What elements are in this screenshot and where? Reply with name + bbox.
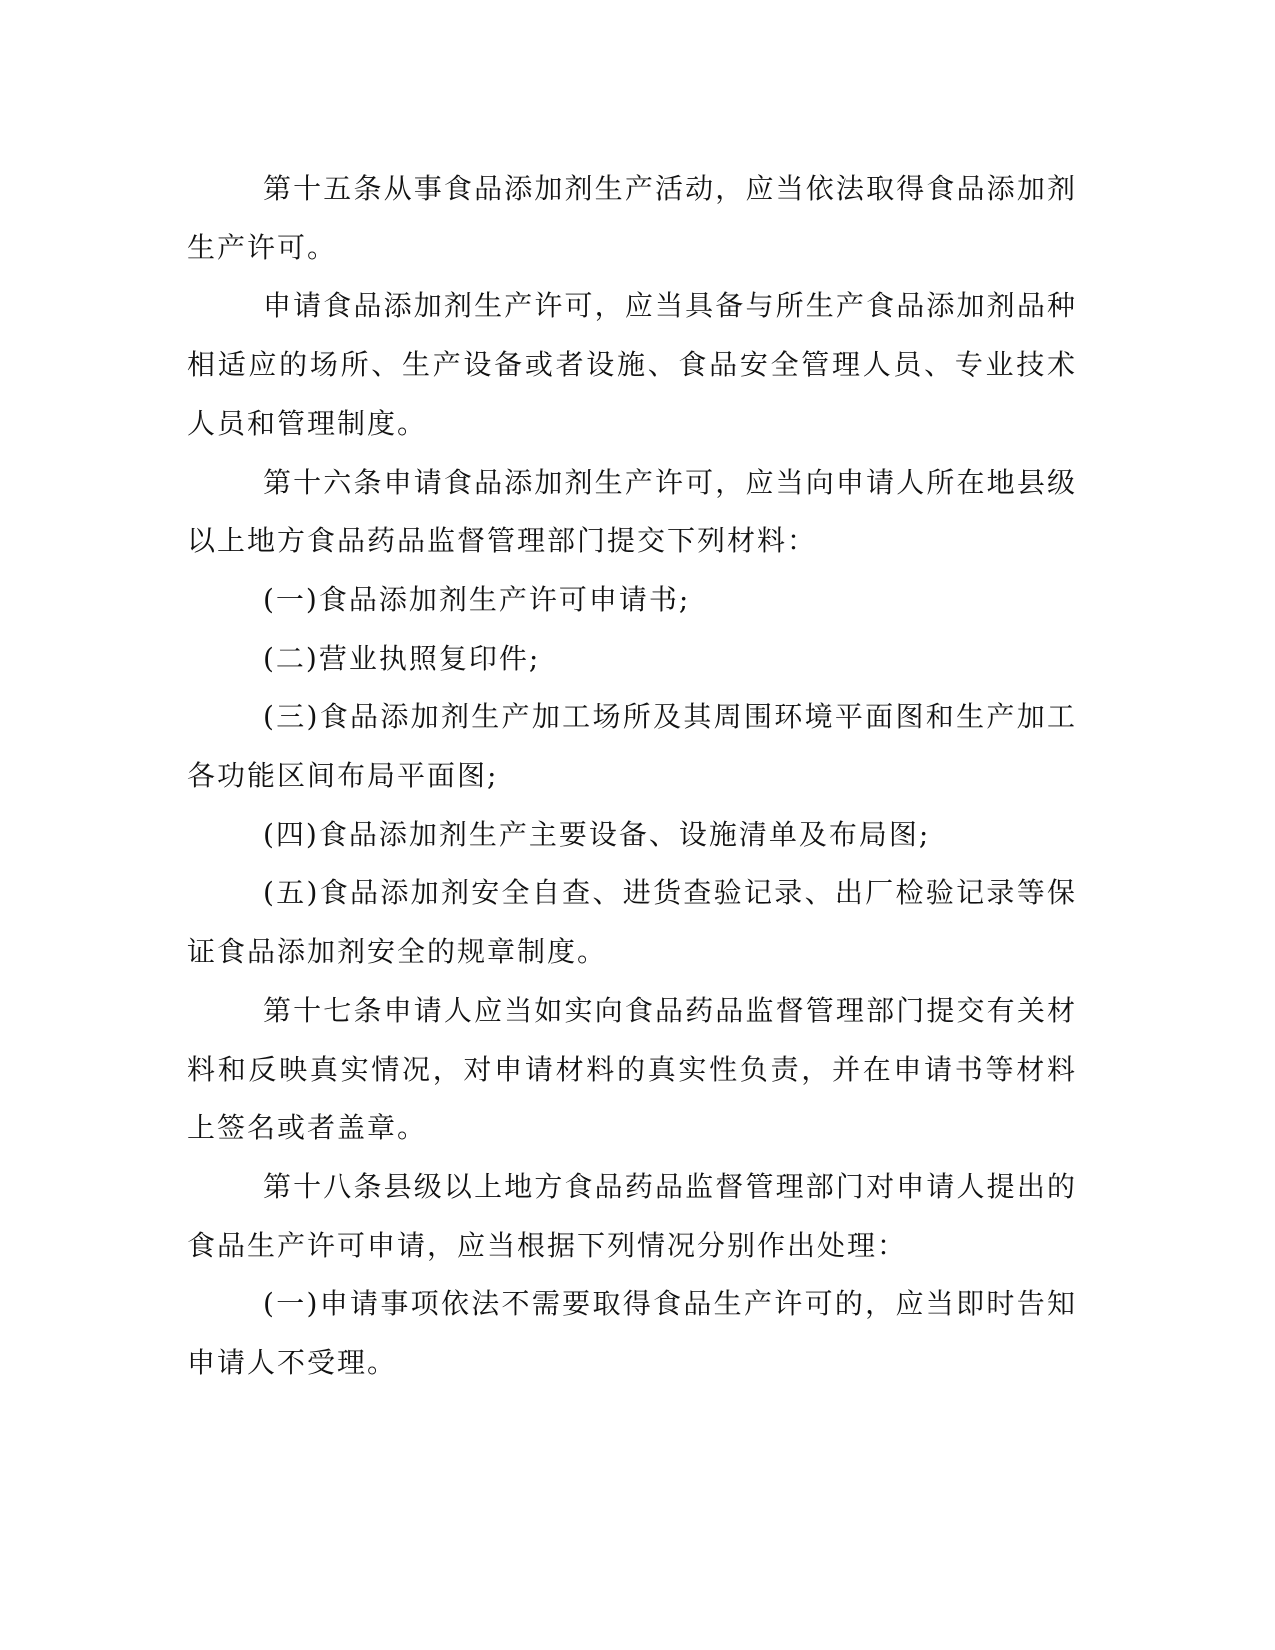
paragraph-article-15: 第十五条从事食品添加剂生产活动，应当依法取得食品添加剂生产许可。 (187, 172, 1077, 264)
paragraph-article-18: 第十八条县级以上地方食品药品监督管理部门对申请人提出的食品生产许可申请，应当根据下列情况分别作出处理： (187, 1169, 1077, 1262)
paragraph-article-16: 第十六条申请食品添加剂生产许可，应当向申请人所在地县级以上地方食品药品监督管理部门提交下列材料： (187, 465, 1077, 558)
list-item-safety-rules: (五)食品添加剂安全自查、进货查验记录、出厂检验记录等保证食品添加剂安全的规章制度。 (187, 876, 1077, 969)
list-item-not-accepted: (一)申请事项依法不需要取得食品生产许可的，应当即时告知申请人不受理。 (187, 1287, 1077, 1380)
list-item-equipment-list: (四)食品添加剂生产主要设备、设施清单及布局图; (263, 817, 931, 851)
paragraph-article-17: 第十七条申请人应当如实向食品药品监督管理部门提交有关材料和反映真实情况，对申请材料的真实性负责，并在申请书等材料上签名或者盖章。 (187, 993, 1077, 1145)
list-item-business-license: (二)营业执照复印件; (263, 641, 541, 675)
paragraph-application-requirements: 申请食品添加剂生产许可，应当具备与所生产食品添加剂品种相适应的场所、生产设备或者设施、食品安全管理人员、专业技术人员和管理制度。 (187, 289, 1077, 440)
list-item-site-plans: (三)食品添加剂生产加工场所及其周围环境平面图和生产加工各功能区间布局平面图; (187, 700, 1077, 793)
list-item-application-form: (一)食品添加剂生产许可申请书; (263, 582, 691, 616)
document-body (187, 160, 1077, 1393)
